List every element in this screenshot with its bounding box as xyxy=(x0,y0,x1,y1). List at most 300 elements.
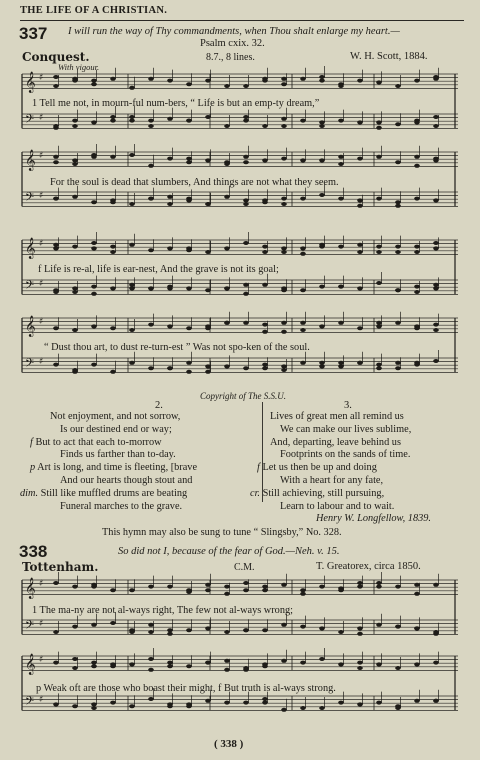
note-head xyxy=(433,198,439,202)
note-head xyxy=(262,363,268,367)
note-head xyxy=(91,155,97,159)
stanza-line: p Art is long, and time is fleeting, [brave xyxy=(30,462,198,474)
note-head xyxy=(433,75,439,79)
note-head xyxy=(167,195,173,199)
note-head xyxy=(338,119,344,123)
note-head xyxy=(129,243,135,247)
note-head xyxy=(205,370,211,374)
note-head xyxy=(281,197,287,201)
note-head xyxy=(281,202,287,206)
note-head xyxy=(262,124,268,128)
note-head xyxy=(167,79,173,83)
note-head xyxy=(205,79,211,83)
note-head xyxy=(72,162,78,166)
note-head xyxy=(72,704,78,708)
note-head xyxy=(72,625,78,629)
note-head xyxy=(110,701,116,705)
note-head xyxy=(129,361,135,365)
note-head xyxy=(91,583,97,587)
note-head xyxy=(91,702,97,706)
sharp-icon: ♯ xyxy=(39,73,44,83)
note-head xyxy=(338,197,344,201)
note-head xyxy=(91,623,97,627)
hymn-338-motto: So did not I, because of the fear of God.—Neh. v. 15. xyxy=(118,546,340,557)
note-head xyxy=(148,164,154,168)
note-head xyxy=(224,364,230,368)
note-head xyxy=(376,324,382,328)
note-head xyxy=(395,84,401,88)
note-head xyxy=(357,581,363,585)
note-head xyxy=(262,245,268,249)
note-head xyxy=(53,246,59,250)
note-head xyxy=(129,588,135,592)
note-head xyxy=(281,659,287,663)
bass-clef-icon: 𝄢 xyxy=(25,357,35,373)
note-head xyxy=(414,361,420,365)
note-head xyxy=(53,661,59,665)
note-head xyxy=(395,361,401,365)
note-head xyxy=(357,666,363,670)
note-head xyxy=(300,197,306,201)
note-head xyxy=(53,581,59,585)
hymn-338-tune: Tottenham. xyxy=(22,560,99,574)
stanza-line: We can make our lives sublime, xyxy=(280,423,412,435)
note-head xyxy=(186,157,192,161)
note-head xyxy=(129,153,135,157)
sharp-icon: ♯ xyxy=(39,579,44,589)
hymn-337-meter: 8.7., 8 lines. xyxy=(206,52,255,63)
note-head xyxy=(243,292,249,296)
note-head xyxy=(262,697,268,701)
note-head xyxy=(72,286,78,290)
note-head xyxy=(167,366,173,370)
note-head xyxy=(395,250,401,254)
copyright-note: Copyright of The S.S.U. xyxy=(200,391,287,401)
note-head xyxy=(357,326,363,330)
note-head xyxy=(186,361,192,365)
note-head xyxy=(186,286,192,290)
note-head xyxy=(167,157,173,161)
stanza-line: Funeral marches to the grave. xyxy=(60,500,183,512)
note-head xyxy=(414,662,420,666)
note-head xyxy=(281,250,287,254)
note-head xyxy=(53,126,59,130)
stanza-line: Is our destined end or way; xyxy=(60,423,172,435)
sharp-icon: ♯ xyxy=(39,357,44,367)
note-head xyxy=(91,661,97,665)
note-head xyxy=(243,366,249,370)
note-head xyxy=(433,115,439,119)
note-head xyxy=(110,662,116,666)
note-head xyxy=(414,155,420,159)
note-head xyxy=(433,699,439,703)
note-head xyxy=(243,628,249,632)
note-head xyxy=(110,250,116,254)
note-head xyxy=(148,286,154,290)
note-head xyxy=(72,77,78,81)
note-head xyxy=(395,704,401,708)
note-head xyxy=(148,248,154,252)
note-head xyxy=(205,324,211,328)
note-head xyxy=(205,115,211,119)
note-head xyxy=(205,661,211,665)
note-head xyxy=(338,321,344,325)
note-head xyxy=(414,324,420,328)
note-head xyxy=(129,328,135,332)
note-head xyxy=(243,283,249,287)
lyric-line-3: f Life is re-al, life is ear-nest, And the grave is not its goal; xyxy=(38,264,279,275)
note-head xyxy=(357,79,363,83)
note-head xyxy=(395,204,401,208)
note-head xyxy=(53,363,59,367)
note-head xyxy=(224,84,230,88)
note-head xyxy=(110,119,116,123)
note-head xyxy=(319,120,325,124)
note-head xyxy=(186,370,192,374)
hymn-337-motto-ref: Psalm cxix. 32. xyxy=(200,38,265,49)
note-head xyxy=(338,285,344,289)
sharp-icon: ♯ xyxy=(39,151,44,161)
note-head xyxy=(300,328,306,332)
note-head xyxy=(395,245,401,249)
note-head xyxy=(186,160,192,164)
hymn-337-motto: I will run the way of Thy commandments, when Thou shalt enlarge my heart.— xyxy=(68,26,400,37)
note-head xyxy=(395,160,401,164)
note-head xyxy=(186,326,192,330)
note-head xyxy=(129,86,135,90)
note-head xyxy=(148,630,154,634)
stanza-line: Not enjoyment, and not sorrow, xyxy=(50,411,181,422)
note-head xyxy=(53,160,59,164)
note-head xyxy=(281,708,287,712)
note-head xyxy=(243,202,249,206)
stanza-line: f Let us then be up and doing xyxy=(257,462,377,474)
note-head xyxy=(243,198,249,202)
note-head xyxy=(395,585,401,589)
note-head xyxy=(129,286,135,290)
note-head xyxy=(72,195,78,199)
note-head xyxy=(91,246,97,250)
note-head xyxy=(357,204,363,208)
stanza-line: Finds us farther than to-day. xyxy=(60,449,176,461)
note-head xyxy=(224,321,230,325)
note-head xyxy=(186,702,192,706)
stanza-line: And our hearts though stout and xyxy=(60,474,193,486)
note-head xyxy=(91,664,97,668)
page-number: ( 338 ) xyxy=(214,738,244,750)
bass-clef-icon: 𝄢 xyxy=(25,113,35,129)
stanza-line: cr. Still achieving, still pursuing, xyxy=(250,487,385,499)
note-head xyxy=(414,285,420,289)
note-head xyxy=(186,82,192,86)
note-head xyxy=(300,588,306,592)
note-head xyxy=(72,666,78,670)
hymn-337-tune: Conquest. xyxy=(22,50,90,64)
note-head xyxy=(433,661,439,665)
note-head xyxy=(376,120,382,124)
note-head xyxy=(338,662,344,666)
note-head xyxy=(186,664,192,668)
note-head xyxy=(319,75,325,79)
note-head xyxy=(243,115,249,119)
note-head xyxy=(395,625,401,629)
note-head xyxy=(281,157,287,161)
note-head xyxy=(262,701,268,705)
note-head xyxy=(167,628,173,632)
note-head xyxy=(376,363,382,367)
treble-clef-icon: 𝄞 xyxy=(25,72,36,93)
stanza-line: f But to act that each to-morrow xyxy=(30,436,162,448)
note-head xyxy=(319,285,325,289)
note-head xyxy=(376,197,382,201)
note-head xyxy=(262,330,268,334)
note-head xyxy=(129,202,135,206)
note-head xyxy=(224,630,230,634)
note-head xyxy=(376,366,382,370)
note-head xyxy=(433,158,439,162)
note-head xyxy=(319,585,325,589)
note-head xyxy=(167,286,173,290)
note-head xyxy=(91,200,97,204)
note-head xyxy=(433,283,439,287)
note-head xyxy=(148,697,154,701)
note-head xyxy=(110,326,116,330)
note-head xyxy=(395,366,401,370)
note-head xyxy=(357,626,363,630)
note-head xyxy=(110,77,116,81)
note-head xyxy=(433,286,439,290)
note-head xyxy=(414,250,420,254)
treble-clef-icon: 𝄞 xyxy=(25,150,36,171)
stanza-line: With a heart for any fate, xyxy=(280,474,384,486)
note-head xyxy=(357,585,363,589)
note-head xyxy=(357,120,363,124)
note-head xyxy=(357,157,363,161)
note-head xyxy=(338,162,344,166)
note-head xyxy=(281,623,287,627)
note-head xyxy=(338,630,344,634)
note-head xyxy=(300,321,306,325)
note-head xyxy=(167,246,173,250)
note-head xyxy=(414,583,420,587)
lyric-line-1: 1 Tell me not, in mourn-ful num-bers, “ Life is but an emp-ty dream,” xyxy=(32,98,320,109)
note-head xyxy=(319,124,325,128)
note-head xyxy=(148,124,154,128)
note-head xyxy=(205,202,211,206)
note-head xyxy=(205,626,211,630)
note-head xyxy=(72,119,78,123)
note-head xyxy=(224,195,230,199)
note-head xyxy=(338,155,344,159)
note-head xyxy=(281,77,287,81)
note-head xyxy=(376,623,382,627)
note-head xyxy=(319,626,325,630)
note-head xyxy=(414,626,420,630)
note-head xyxy=(72,245,78,249)
note-head xyxy=(395,321,401,325)
treble-clef-icon: 𝄞 xyxy=(25,316,36,337)
sharp-icon: ♯ xyxy=(39,191,44,201)
note-head xyxy=(224,668,230,672)
note-head xyxy=(376,155,382,159)
note-head xyxy=(414,197,420,201)
note-head xyxy=(205,250,211,254)
sharp-icon: ♯ xyxy=(39,695,44,705)
note-head xyxy=(148,77,154,81)
note-head xyxy=(205,158,211,162)
note-head xyxy=(243,581,249,585)
note-head xyxy=(205,583,211,587)
stanza-line: Learn to labour and to wait. xyxy=(280,500,395,512)
note-head xyxy=(281,117,287,121)
note-head xyxy=(376,245,382,249)
note-head xyxy=(91,292,97,296)
note-head xyxy=(110,155,116,159)
note-head xyxy=(91,706,97,710)
note-head xyxy=(376,321,382,325)
note-head xyxy=(224,592,230,596)
note-head xyxy=(243,119,249,123)
note-head xyxy=(300,661,306,665)
note-head xyxy=(281,246,287,250)
note-head xyxy=(376,585,382,589)
sharp-icon: ♯ xyxy=(39,239,44,249)
note-head xyxy=(414,79,420,83)
note-head xyxy=(319,324,325,328)
note-head xyxy=(262,664,268,668)
note-head xyxy=(262,628,268,632)
note-head xyxy=(300,77,306,81)
note-head xyxy=(72,124,78,128)
note-head xyxy=(53,288,59,292)
note-head xyxy=(148,119,154,123)
note-head xyxy=(243,666,249,670)
note-head xyxy=(357,661,363,665)
note-head xyxy=(281,364,287,368)
note-head xyxy=(243,588,249,592)
note-head xyxy=(414,290,420,294)
note-head xyxy=(376,126,382,130)
note-head xyxy=(224,124,230,128)
note-head xyxy=(319,364,325,368)
note-head xyxy=(167,117,173,121)
alt-tune-note: This hymn may also be sung to tune “ Slingsby,” No. 328. xyxy=(102,527,342,538)
note-head xyxy=(129,115,135,119)
treble-clef-icon: 𝄞 xyxy=(25,654,36,675)
note-head xyxy=(129,662,135,666)
note-head xyxy=(414,245,420,249)
note-head xyxy=(148,323,154,327)
note-head xyxy=(300,158,306,162)
note-head xyxy=(243,241,249,245)
note-head xyxy=(262,158,268,162)
note-head xyxy=(110,115,116,119)
note-head xyxy=(110,370,116,374)
note-head xyxy=(186,588,192,592)
note-head xyxy=(319,158,325,162)
note-head xyxy=(262,366,268,370)
bass-clef-icon: 𝄢 xyxy=(25,279,35,295)
note-head xyxy=(72,290,78,294)
note-head xyxy=(262,250,268,254)
note-head xyxy=(281,368,287,372)
hymn-337-author: Henry W. Longfellow, 1839. xyxy=(316,513,431,524)
hymn-337-tempo: With vigour. xyxy=(58,62,100,72)
note-head xyxy=(376,80,382,84)
note-head xyxy=(243,160,249,164)
note-head xyxy=(357,632,363,636)
note-head xyxy=(110,588,116,592)
sharp-icon: ♯ xyxy=(39,279,44,289)
note-head xyxy=(395,288,401,292)
note-head xyxy=(338,84,344,88)
note-head xyxy=(53,75,59,79)
note-head xyxy=(224,286,230,290)
note-head xyxy=(338,586,344,590)
note-head xyxy=(395,200,401,204)
note-head xyxy=(376,581,382,585)
note-head xyxy=(395,122,401,126)
note-head xyxy=(433,583,439,587)
note-head xyxy=(148,668,154,672)
header-rule xyxy=(20,20,464,21)
note-head xyxy=(72,158,78,162)
stanza-3 xyxy=(240,411,411,513)
note-head xyxy=(72,657,78,661)
note-head xyxy=(300,119,306,123)
note-head xyxy=(224,160,230,164)
note-head xyxy=(319,706,325,710)
note-head xyxy=(53,197,59,201)
note-head xyxy=(224,585,230,589)
note-head xyxy=(72,585,78,589)
note-head xyxy=(167,585,173,589)
note-head xyxy=(357,250,363,254)
note-head xyxy=(338,361,344,365)
note-head xyxy=(186,197,192,201)
note-head xyxy=(110,286,116,290)
lyric-line-2: For the soul is dead that slumbers, And things are not what they seem. xyxy=(50,177,339,188)
note-head xyxy=(319,657,325,661)
note-head xyxy=(91,82,97,86)
note-head xyxy=(91,363,97,367)
note-head xyxy=(433,630,439,634)
note-head xyxy=(281,82,287,86)
note-head xyxy=(357,702,363,706)
note-head xyxy=(357,286,363,290)
note-head xyxy=(224,701,230,705)
note-head xyxy=(110,621,116,625)
sharp-icon: ♯ xyxy=(39,317,44,327)
note-head xyxy=(357,361,363,365)
note-head xyxy=(167,664,173,668)
sharp-icon: ♯ xyxy=(39,655,44,665)
note-head xyxy=(53,155,59,159)
note-head xyxy=(300,592,306,596)
note-head xyxy=(300,288,306,292)
note-head xyxy=(205,364,211,368)
note-head xyxy=(167,704,173,708)
note-head xyxy=(281,286,287,290)
note-head xyxy=(357,243,363,247)
note-head xyxy=(53,84,59,88)
note-head xyxy=(110,245,116,249)
note-head xyxy=(53,243,59,247)
note-head xyxy=(319,79,325,83)
note-head xyxy=(319,193,325,197)
note-head xyxy=(186,246,192,250)
note-head xyxy=(129,628,135,632)
